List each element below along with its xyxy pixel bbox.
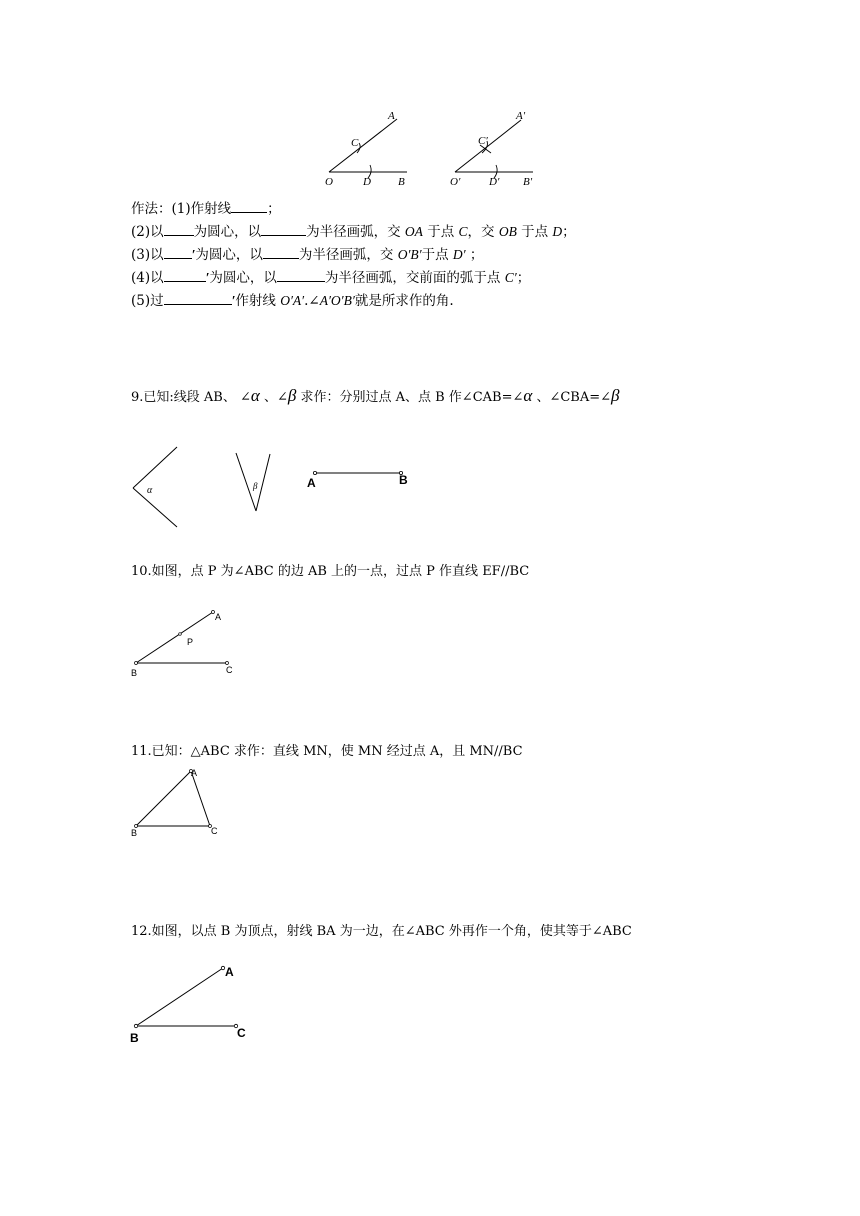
blank-4a[interactable] xyxy=(164,268,206,282)
step-4: (4)以 ′为圆心，以 为半径画弧，交前面的弧于点 C′； xyxy=(131,270,531,286)
ray-BA xyxy=(136,612,213,663)
alpha-upper-ray xyxy=(133,447,177,488)
figure-10 xyxy=(125,603,245,683)
label-C: C xyxy=(211,826,218,836)
point-B xyxy=(134,1024,137,1027)
label-A-prime: A′ xyxy=(516,110,526,122)
label-C-prime: C′ xyxy=(478,135,488,147)
label-B: B xyxy=(130,1031,139,1045)
alpha-lower-ray xyxy=(133,488,177,527)
question-10: 10.如图，点 P 为∠ABC 的边 AB 上的一点，过点 P 作直线 EF//BC xyxy=(131,564,530,579)
step-3: (3)以 ′为圆心，以 为半径画弧，交 O′B′于点 D′ ； xyxy=(131,247,484,263)
beta-right-ray xyxy=(256,454,270,511)
label-B-prime: B′ xyxy=(523,176,533,188)
label-A: A xyxy=(191,768,198,778)
point-B xyxy=(135,662,138,665)
blank-5[interactable] xyxy=(164,291,232,305)
blank-3b[interactable] xyxy=(263,245,299,259)
figure-12 xyxy=(125,960,265,1050)
question-12: 12.如图，以点 B 为顶点，射线 BA 为一边，在∠ABC 外再作一个角，使其等于∠ABC xyxy=(131,924,632,939)
label-P: P xyxy=(187,637,194,647)
label-B: B xyxy=(131,668,138,678)
label-A: A xyxy=(307,476,316,490)
label-B: B xyxy=(398,176,405,188)
figure-11 xyxy=(125,765,235,840)
label-A: A xyxy=(225,965,234,979)
blank-4b[interactable] xyxy=(277,268,325,282)
label-D: D xyxy=(363,176,371,188)
label-D-prime: D′ xyxy=(489,176,500,188)
blank-2b[interactable] xyxy=(261,222,306,236)
blank-1[interactable] xyxy=(231,199,267,213)
ray-OA xyxy=(329,119,397,172)
label-C: C xyxy=(237,1026,246,1040)
beta-label: β xyxy=(253,481,258,491)
point-P xyxy=(179,633,182,636)
label-A: A xyxy=(388,110,395,122)
step-1: 作法：(1)作射线 ； xyxy=(131,201,281,217)
alpha-label: α xyxy=(147,485,153,496)
question-11: 11.已知：△ABC 求作：直线 MN，使 MN 经过点 A，且 MN//BC xyxy=(131,744,523,759)
label-O: O xyxy=(325,176,333,188)
side-AB xyxy=(136,771,191,826)
label-A: A xyxy=(215,612,222,622)
ray-BA xyxy=(136,968,223,1026)
label-C: C xyxy=(351,137,359,149)
label-B: B xyxy=(399,473,408,487)
ray-O2A2 xyxy=(455,120,521,172)
question-9: 9.已知:线段 AB、 ∠α 、∠β 求作：分别过点 A、点 B 作∠CAB=∠α 、∠CBA=∠β xyxy=(131,386,620,405)
step-2: (2)以 为圆心，以 为半径画弧，交 OA 于点 C，交 OB 于点 D； xyxy=(131,224,576,240)
label-C: C xyxy=(226,665,233,675)
label-O-prime: O′ xyxy=(450,176,461,188)
blank-3a[interactable] xyxy=(164,245,192,259)
figure-9 xyxy=(125,440,425,535)
label-B: B xyxy=(131,828,138,838)
step-5: (5)过 ′作射线 O′A′.∠A′O′B′就是所求作的角. xyxy=(131,293,454,309)
point-A xyxy=(313,471,316,474)
side-AC xyxy=(191,771,210,826)
angle-copy-figure xyxy=(315,105,555,190)
blank-2a[interactable] xyxy=(164,222,194,236)
